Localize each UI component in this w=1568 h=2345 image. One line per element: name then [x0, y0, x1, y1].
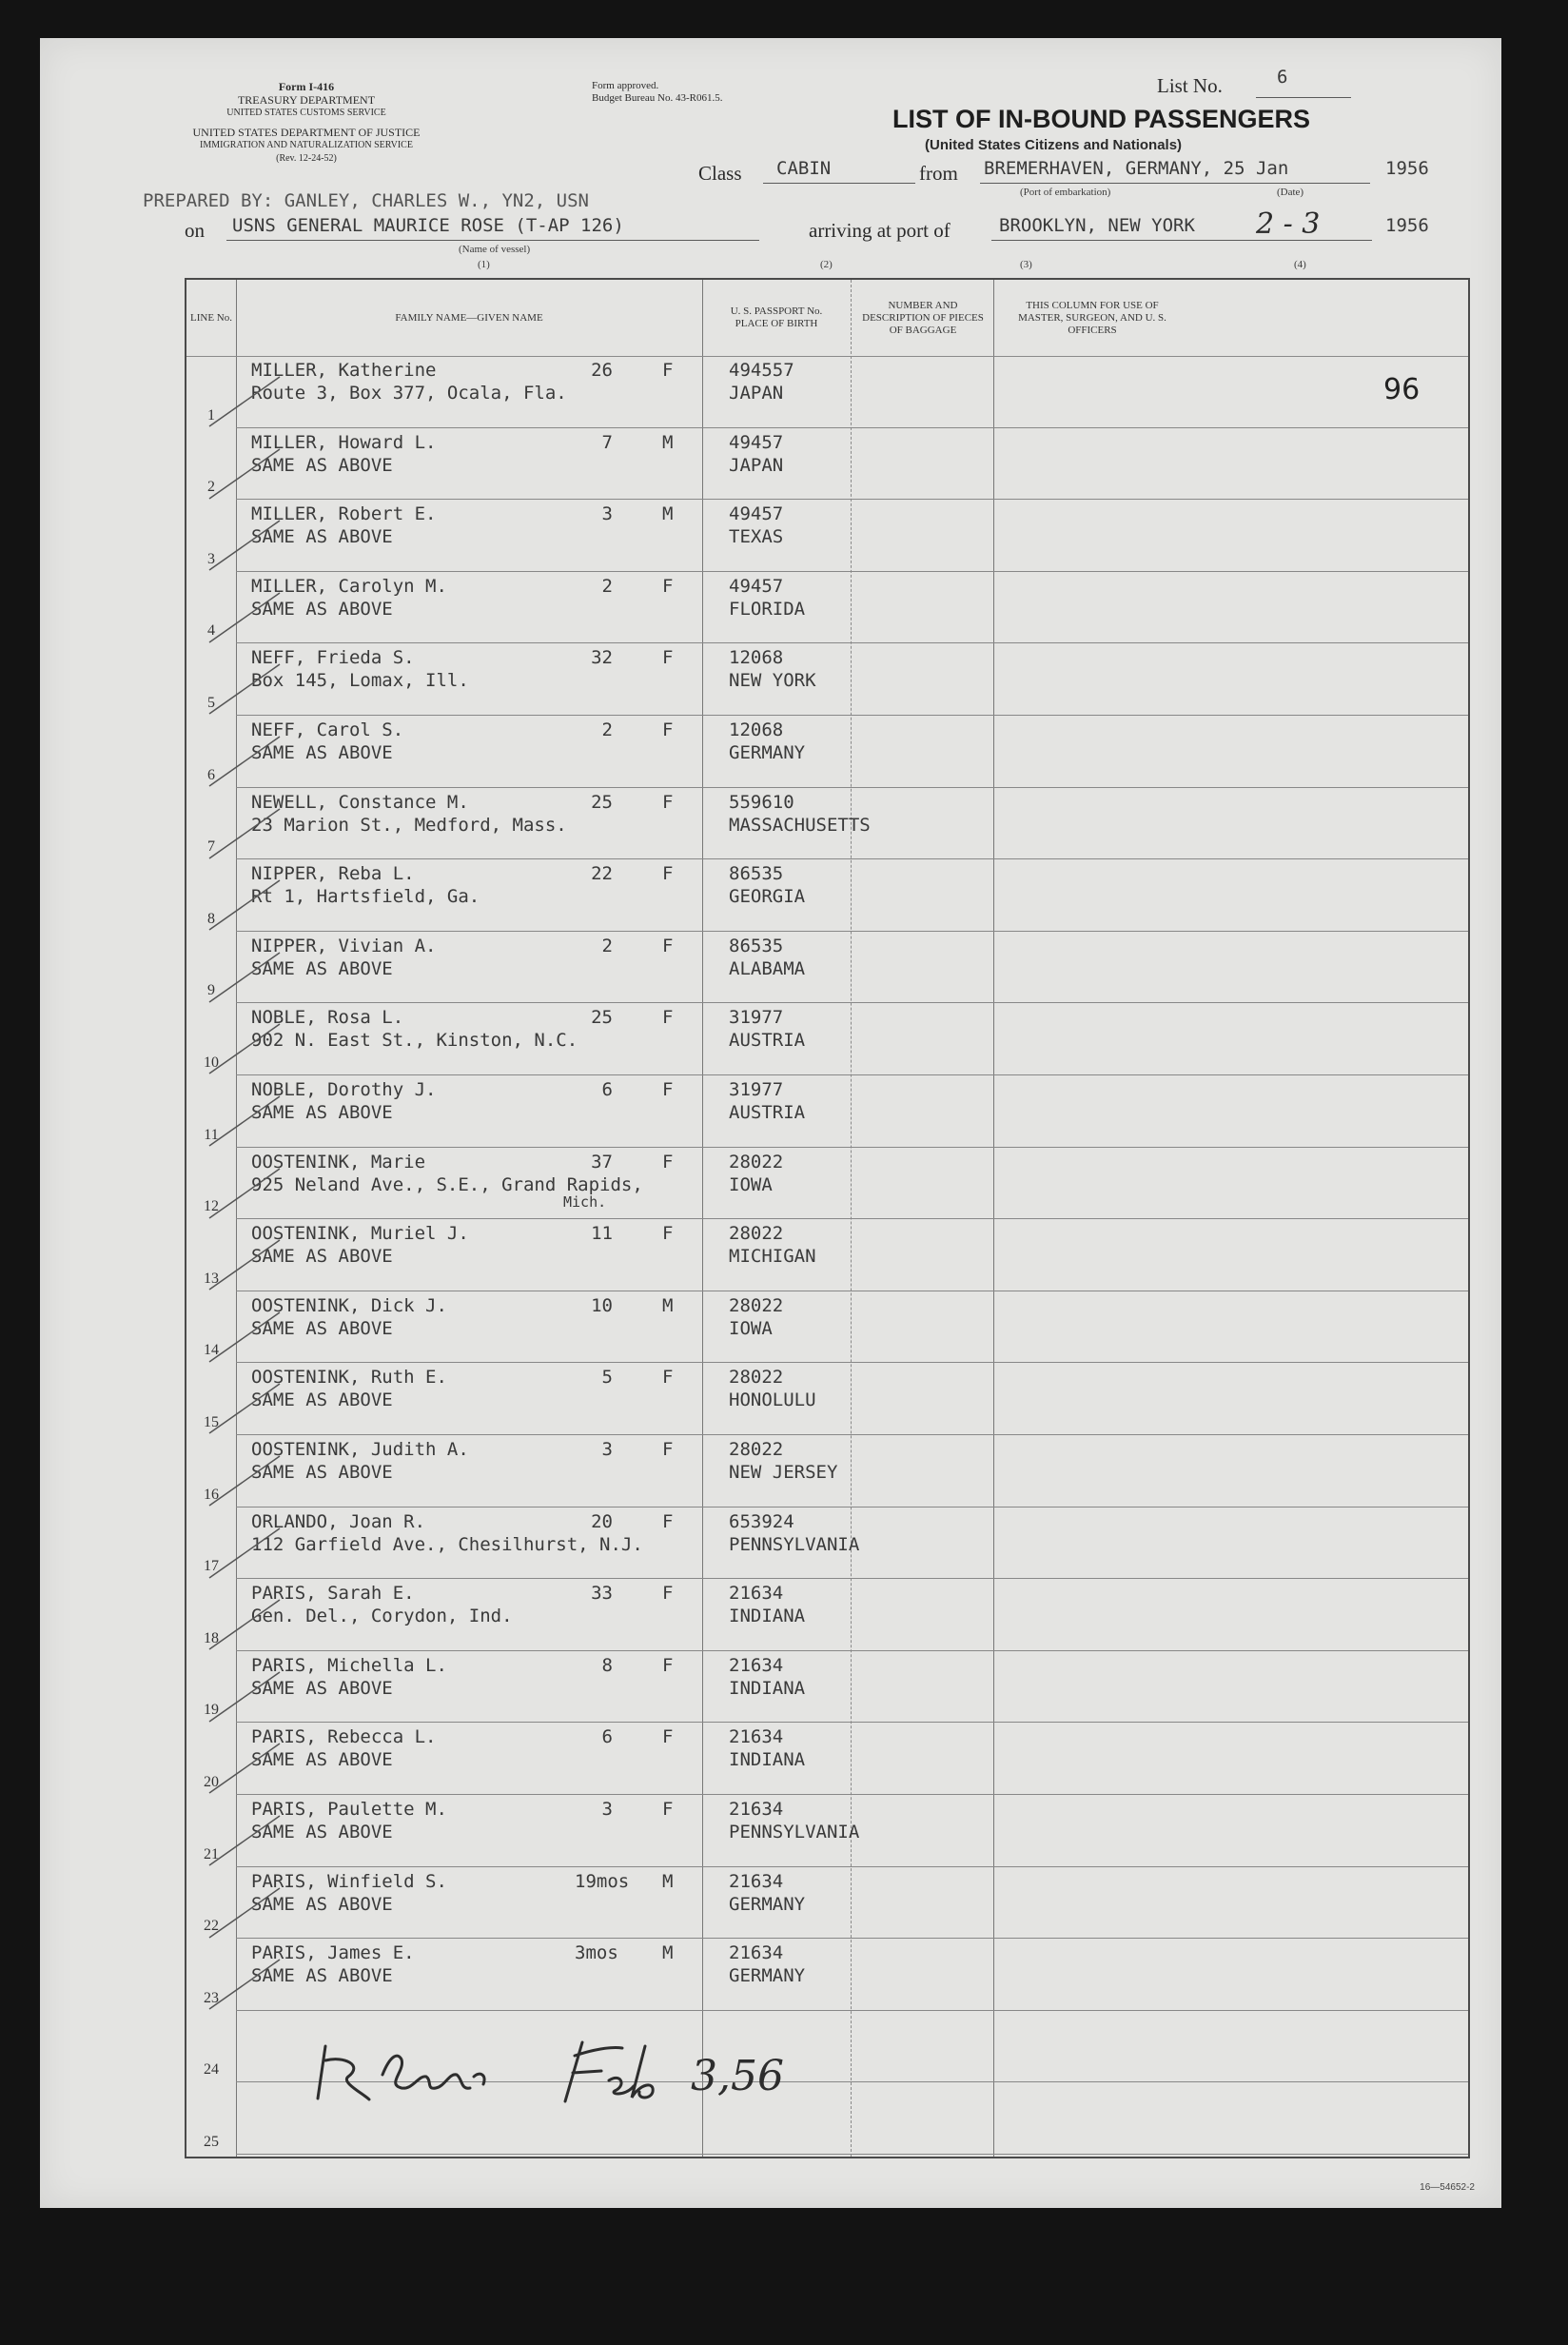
- passenger-age: 3mos: [575, 1942, 618, 1964]
- passenger-sex: F: [662, 935, 674, 956]
- passport-number: 86535: [729, 863, 784, 885]
- table-row: [186, 1075, 1468, 1148]
- passenger-sex: M: [662, 1942, 674, 1964]
- passport-number: 28022: [729, 1223, 784, 1245]
- arrival-date: 2 - 3: [1256, 207, 1321, 241]
- form-approved: Form approved.: [592, 80, 659, 91]
- passenger-name: NEFF, Carol S.: [251, 719, 404, 740]
- passenger-age: 19mos: [575, 1870, 630, 1892]
- passenger-sex: F: [662, 1151, 674, 1172]
- passenger-age: 33: [591, 1583, 613, 1605]
- passport-number: 494557: [729, 360, 794, 381]
- passenger-sex: M: [662, 503, 674, 525]
- passenger-address: SAME AS ABOVE: [251, 742, 393, 763]
- passenger-age: 3: [601, 503, 613, 525]
- passenger-age: 6: [601, 1079, 613, 1100]
- passenger-sex: F: [662, 1223, 674, 1245]
- passenger-address: SAME AS ABOVE: [251, 454, 393, 476]
- place-of-birth: GEORGIA: [729, 886, 806, 908]
- passenger-age: 5: [601, 1367, 613, 1389]
- check-stroke: [207, 949, 284, 1006]
- passenger-address: SAME AS ABOVE: [251, 957, 393, 979]
- passenger-sex: F: [662, 1583, 674, 1605]
- passenger-age: 2: [601, 719, 613, 740]
- line-number: 25: [204, 2133, 219, 2150]
- date-label: (Date): [1277, 187, 1304, 198]
- table-row: [186, 1291, 1468, 1364]
- passenger-sex: M: [662, 1294, 674, 1316]
- passport-number: 49457: [729, 503, 784, 525]
- passenger-name: NIPPER, Vivian A.: [251, 935, 437, 956]
- check-stroke: [207, 1093, 284, 1150]
- passenger-age: 3: [601, 1439, 613, 1460]
- place-of-birth: MICHIGAN: [729, 1246, 816, 1268]
- vessel-label: (Name of vessel): [459, 244, 531, 255]
- passenger-sex: F: [662, 1654, 674, 1676]
- passenger-name: NOBLE, Rosa L.: [251, 1007, 404, 1029]
- line-number: 14: [204, 1342, 219, 1359]
- line-number: 2: [207, 479, 215, 496]
- passport-number: 21634: [729, 1726, 784, 1748]
- passenger-name: OOSTENINK, Judith A.: [251, 1439, 469, 1460]
- passenger-address: 112 Garfield Ave., Chesilhurst, N.J.: [251, 1533, 643, 1555]
- passport-number: 21634: [729, 1583, 784, 1605]
- passport-number: 653924: [729, 1510, 794, 1532]
- table-row: [186, 716, 1468, 788]
- table-row: [186, 788, 1468, 860]
- signature-date: 3,56: [691, 2052, 784, 2100]
- passenger-sex: F: [662, 360, 674, 381]
- table-row: [186, 1435, 1468, 1508]
- passenger-sex: F: [662, 1079, 674, 1100]
- table-row: [186, 1651, 1468, 1724]
- passenger-sex: M: [662, 431, 674, 453]
- table-row: [186, 1579, 1468, 1651]
- passenger-name: PARIS, James E.: [251, 1942, 415, 1964]
- passenger-name: MILLER, Carolyn M.: [251, 575, 447, 597]
- table-row: [186, 1939, 1468, 2011]
- line-number: 15: [204, 1413, 219, 1430]
- passenger-address: Rt 1, Hartsfield, Ga.: [251, 886, 480, 908]
- check-stroke: [207, 660, 284, 718]
- place-of-birth: TEXAS: [729, 526, 784, 548]
- port-embark-label: (Port of embarkation): [1020, 187, 1111, 198]
- check-stroke: [207, 445, 284, 502]
- line-number: 21: [204, 1845, 219, 1862]
- place-of-birth: IOWA: [729, 1317, 773, 1339]
- passport-number: 21634: [729, 1942, 784, 1964]
- place-of-birth: GERMANY: [729, 742, 806, 763]
- table-row: [186, 500, 1468, 572]
- line-number: 4: [207, 622, 215, 640]
- line-number: 7: [207, 838, 215, 856]
- passenger-age: 10: [591, 1294, 613, 1316]
- passport-number: 21634: [729, 1654, 784, 1676]
- check-stroke: [207, 1020, 284, 1077]
- passenger-address: SAME AS ABOVE: [251, 1389, 393, 1411]
- passenger-name: NEWELL, Constance M.: [251, 791, 469, 813]
- passenger-address: Route 3, Box 377, Ocala, Fla.: [251, 383, 567, 404]
- table-row: [186, 1363, 1468, 1435]
- passenger-address: Box 145, Lomax, Ill.: [251, 670, 469, 692]
- on-label: on: [185, 219, 205, 242]
- class-label: Class: [698, 162, 742, 185]
- passenger-sex: F: [662, 791, 674, 813]
- place-of-birth: INDIANA: [729, 1606, 806, 1627]
- passport-number: 49457: [729, 431, 784, 453]
- passenger-age: 32: [591, 647, 613, 669]
- line-number: 8: [207, 910, 215, 927]
- passenger-sex: F: [662, 1367, 674, 1389]
- place-of-birth: INDIANA: [729, 1677, 806, 1699]
- passport-number: 28022: [729, 1294, 784, 1316]
- passenger-sex: F: [662, 575, 674, 597]
- place-of-birth: HONOLULU: [729, 1389, 816, 1411]
- col-num-4: (4): [1294, 259, 1306, 270]
- passenger-address: Gen. Del., Corydon, Ind.: [251, 1606, 513, 1627]
- passenger-age: 11: [591, 1223, 613, 1245]
- table-row: [186, 428, 1468, 501]
- passenger-age: 3: [601, 1799, 613, 1820]
- passenger-name: MILLER, Robert E.: [251, 503, 437, 525]
- check-stroke: [207, 1236, 284, 1293]
- check-stroke: [207, 1884, 284, 1941]
- line-number: 9: [207, 982, 215, 999]
- place-of-birth: JAPAN: [729, 454, 784, 476]
- table-row: [186, 1148, 1468, 1220]
- check-stroke: [207, 1668, 284, 1725]
- passenger-sex: F: [662, 647, 674, 669]
- passenger-age: 2: [601, 935, 613, 956]
- table-row: [186, 572, 1468, 644]
- class-value: CABIN: [776, 158, 832, 179]
- place-of-birth: NEW JERSEY: [729, 1462, 838, 1483]
- table-row: [186, 859, 1468, 932]
- passport-number: 28022: [729, 1439, 784, 1460]
- line-number: 23: [204, 1989, 219, 2006]
- place-of-birth: JAPAN: [729, 383, 784, 404]
- check-stroke: [207, 373, 284, 430]
- line-number: 5: [207, 694, 215, 711]
- place-of-birth: ALABAMA: [729, 957, 806, 979]
- place-of-birth: AUSTRIA: [729, 1030, 806, 1052]
- check-stroke: [207, 589, 284, 646]
- passenger-age: 22: [591, 863, 613, 885]
- place-of-birth: GERMANY: [729, 1965, 806, 1987]
- table-row: [186, 1219, 1468, 1291]
- passenger-name: PARIS, Michella L.: [251, 1654, 447, 1676]
- passport-number: 49457: [729, 575, 784, 597]
- from-value: BREMERHAVEN, GERMANY, 25 Jan: [984, 158, 1289, 179]
- passenger-name: PARIS, Rebecca L.: [251, 1726, 437, 1748]
- document-title: LIST OF IN-BOUND PASSENGERS: [892, 105, 1311, 133]
- line-number: 3: [207, 550, 215, 567]
- passenger-age: 8: [601, 1654, 613, 1676]
- passenger-name: NIPPER, Reba L.: [251, 863, 415, 885]
- passenger-age: 20: [591, 1510, 613, 1532]
- passenger-name: NEFF, Frieda S.: [251, 647, 415, 669]
- from-year: 1956: [1385, 158, 1429, 179]
- line-number: 10: [204, 1054, 219, 1071]
- passenger-address: SAME AS ABOVE: [251, 598, 393, 620]
- passenger-age: 6: [601, 1726, 613, 1748]
- col-num-1: (1): [478, 259, 490, 270]
- passenger-name: OOSTENINK, Marie: [251, 1151, 426, 1172]
- passenger-address: SAME AS ABOVE: [251, 1462, 393, 1483]
- customs-service: UNITED STATES CUSTOMS SERVICE: [226, 108, 386, 118]
- check-stroke: [207, 805, 284, 862]
- from-label: from: [919, 162, 958, 185]
- place-of-birth: PENNSYLVANIA: [729, 1822, 860, 1842]
- col-header-name: FAMILY NAME—GIVEN NAME: [395, 311, 543, 324]
- passenger-table: [185, 278, 1470, 2158]
- passenger-age: 26: [591, 360, 613, 381]
- passenger-address: 23 Marion St., Medford, Mass.: [251, 814, 567, 836]
- arrival-port: BROOKLYN, NEW YORK: [999, 215, 1195, 236]
- passenger-address: SAME AS ABOVE: [251, 1822, 393, 1842]
- passport-number: 21634: [729, 1799, 784, 1820]
- line-number: 17: [204, 1558, 219, 1575]
- passport-number: 28022: [729, 1367, 784, 1389]
- col-header-passport: U. S. PASSPORT No. PLACE OF BIRTH: [730, 305, 823, 329]
- passenger-address: SAME AS ABOVE: [251, 1246, 393, 1268]
- line-number: 24: [204, 2061, 219, 2079]
- passenger-address: SAME AS ABOVE: [251, 1965, 393, 1987]
- check-stroke: [207, 1525, 284, 1582]
- passenger-name: OOSTENINK, Ruth E.: [251, 1367, 447, 1389]
- line-number: 6: [207, 766, 215, 783]
- place-of-birth: AUSTRIA: [729, 1102, 806, 1123]
- table-row: [186, 1508, 1468, 1580]
- passenger-address: SAME AS ABOVE: [251, 526, 393, 548]
- passenger-age: 7: [601, 431, 613, 453]
- passenger-address: SAME AS ABOVE: [251, 1749, 393, 1771]
- table-row: [186, 1003, 1468, 1075]
- place-of-birth: PENNSYLVANIA: [729, 1533, 860, 1555]
- justice-block: [173, 126, 440, 166]
- check-stroke: [207, 517, 284, 574]
- passenger-name: PARIS, Winfield S.: [251, 1870, 447, 1892]
- passenger-sex: F: [662, 1439, 674, 1460]
- table-row: [186, 1795, 1468, 1867]
- passport-number: 86535: [729, 935, 784, 956]
- place-of-birth: INDIANA: [729, 1749, 806, 1771]
- officer-signature: [306, 2018, 896, 2113]
- passport-number: 12068: [729, 647, 784, 669]
- passenger-sex: F: [662, 1799, 674, 1820]
- line-number: 12: [204, 1198, 219, 1215]
- passenger-address-continued: Mich.: [563, 1192, 607, 1211]
- passenger-sex: M: [662, 1870, 674, 1892]
- passenger-name: OOSTENINK, Dick J.: [251, 1294, 447, 1316]
- passenger-name: NOBLE, Dorothy J.: [251, 1079, 437, 1100]
- place-of-birth: GERMANY: [729, 1893, 806, 1915]
- manifest-page: [40, 38, 1501, 2208]
- arriving-label: arriving at port of: [809, 219, 951, 242]
- treasury-dept: TREASURY DEPARTMENT: [237, 93, 376, 107]
- passport-number: 31977: [729, 1007, 784, 1029]
- col-header-line-no: LINE No.: [190, 311, 232, 324]
- ins-service: IMMIGRATION AND NATURALIZATION SERVICE: [200, 140, 413, 150]
- table-row: [186, 932, 1468, 1004]
- check-stroke: [207, 1309, 284, 1366]
- passport-number: 559610: [729, 791, 794, 813]
- form-number: Form I-416: [278, 80, 335, 93]
- vessel-name: USNS GENERAL MAURICE ROSE (T-AP 126): [232, 215, 624, 236]
- check-stroke: [207, 1380, 284, 1437]
- col-num-2: (2): [820, 259, 833, 270]
- place-of-birth: MASSACHUSETTS: [729, 814, 871, 836]
- line-number: 22: [204, 1918, 219, 1935]
- stamp-number: 96: [1383, 373, 1421, 406]
- line-number: 11: [204, 1126, 219, 1143]
- prepared-by: PREPARED BY: GANLEY, CHARLES W., YN2, USN: [143, 190, 589, 211]
- justice-dept: UNITED STATES DEPARTMENT OF JUSTICE: [192, 126, 421, 139]
- passenger-sex: F: [662, 863, 674, 885]
- passport-number: 31977: [729, 1079, 784, 1100]
- passenger-age: 37: [591, 1151, 613, 1172]
- document-subtitle: (United States Citizens and Nationals): [925, 137, 1183, 153]
- passenger-name: MILLER, Katherine: [251, 360, 437, 381]
- revision: (Rev. 12-24-52): [276, 153, 337, 164]
- list-no-value: 6: [1277, 67, 1288, 88]
- table-row: [186, 1867, 1468, 1940]
- passenger-name: OOSTENINK, Muriel J.: [251, 1223, 469, 1245]
- passenger-address: 902 N. East St., Kinston, N.C.: [251, 1030, 578, 1052]
- passenger-name: ORLANDO, Joan R.: [251, 1510, 426, 1532]
- place-of-birth: NEW YORK: [729, 670, 816, 692]
- check-stroke: [207, 1956, 284, 2013]
- line-number: 18: [204, 1629, 219, 1646]
- passenger-address: SAME AS ABOVE: [251, 1677, 393, 1699]
- table-row: [186, 643, 1468, 716]
- passport-number: 21634: [729, 1870, 784, 1892]
- passenger-age: 25: [591, 1007, 613, 1029]
- check-stroke: [207, 733, 284, 790]
- check-stroke: [207, 1812, 284, 1869]
- footer-code: 16—54652-2: [1420, 2182, 1475, 2193]
- budget-bureau: Budget Bureau No. 43-R061.5.: [592, 92, 723, 104]
- table-row: [186, 1723, 1468, 1795]
- passenger-sex: F: [662, 1007, 674, 1029]
- passenger-address: 925 Neland Ave., S.E., Grand Rapids,: [251, 1173, 643, 1195]
- check-stroke: [207, 877, 284, 934]
- passport-number: 12068: [729, 719, 784, 740]
- passenger-name: PARIS, Sarah E.: [251, 1583, 415, 1605]
- passenger-name: PARIS, Paulette M.: [251, 1799, 447, 1820]
- check-stroke: [207, 1740, 284, 1797]
- place-of-birth: FLORIDA: [729, 598, 806, 620]
- passenger-address: SAME AS ABOVE: [251, 1102, 393, 1123]
- passenger-sex: F: [662, 1510, 674, 1532]
- passenger-age: 25: [591, 791, 613, 813]
- passenger-address: SAME AS ABOVE: [251, 1317, 393, 1339]
- passenger-sex: F: [662, 1726, 674, 1748]
- col-header-baggage: NUMBER AND DESCRIPTION OF PIECES OF BAGGAGE: [862, 299, 984, 336]
- check-stroke: [207, 1596, 284, 1653]
- arrival-year: 1956: [1385, 215, 1429, 236]
- passport-number: 28022: [729, 1151, 784, 1172]
- line-number: 16: [204, 1486, 219, 1503]
- place-of-birth: IOWA: [729, 1173, 773, 1195]
- table-row: [186, 356, 1468, 428]
- col-num-3: (3): [1020, 259, 1032, 270]
- passenger-name: MILLER, Howard L.: [251, 431, 437, 453]
- line-number: 20: [204, 1773, 219, 1790]
- passenger-age: 2: [601, 575, 613, 597]
- approval-block: [592, 80, 722, 105]
- col-header-officers: THIS COLUMN FOR USE OF MASTER, SURGEON, AND U. S. OFFICERS: [1018, 299, 1166, 336]
- check-stroke: [207, 1452, 284, 1509]
- passenger-address: SAME AS ABOVE: [251, 1893, 393, 1915]
- line-number: 1: [207, 406, 215, 424]
- passenger-sex: F: [662, 719, 674, 740]
- list-no-label: List No.: [1157, 74, 1223, 97]
- agency-block: [183, 80, 430, 120]
- line-number: 13: [204, 1270, 219, 1287]
- check-stroke: [207, 1165, 284, 1222]
- line-number: 19: [204, 1702, 219, 1719]
